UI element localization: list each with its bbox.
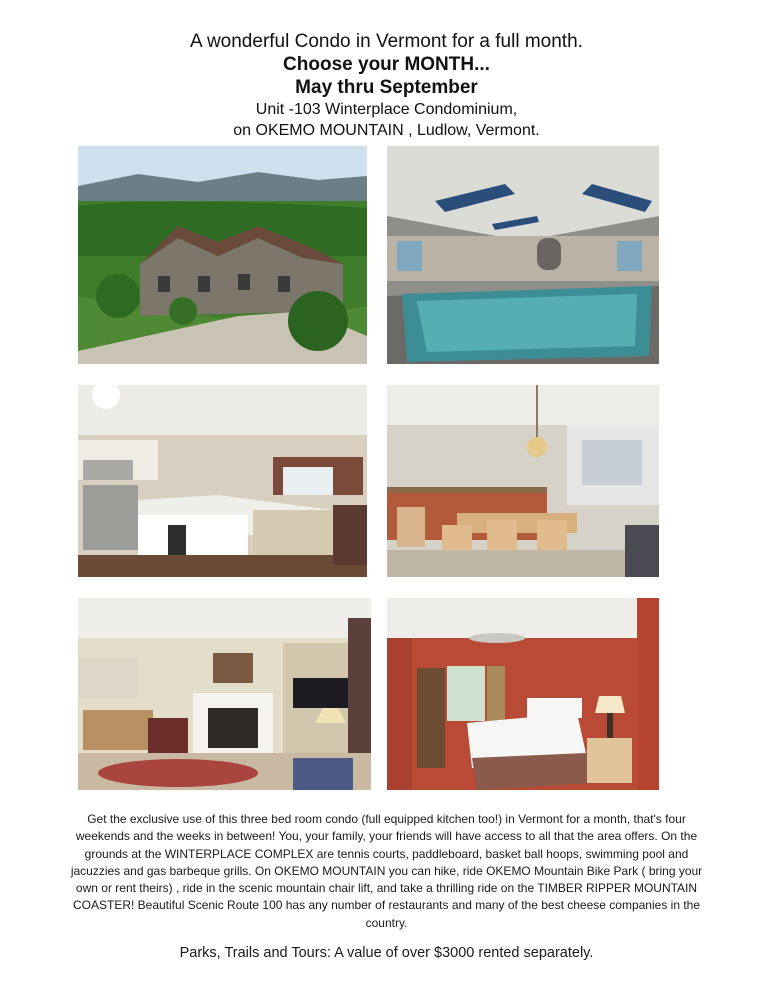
photo-kitchen: [78, 385, 367, 577]
photo-living-room: [78, 598, 371, 790]
value-statement: Parks, Trails and Tours: A value of over $3000 rented separately.: [179, 945, 594, 961]
photo-dining-area: [387, 385, 659, 577]
flyer-header: [0, 30, 773, 141]
description-paragraph: Get the exclusive use of this three bed room condo (full equipped kitchen too!) in Vermont for a month, that's four weekends and the weeks in between! You, your family, your friends will have access to all that the area offers. On the grounds at the WINTERPLACE COMPLEX are tennis courts, paddleboard, basket ball hoops, swimming pool and jacuzzies and gas barbeque grills. On OKEMO MOUNTAIN you can hike, ride OKEMO Mountain Bike Park ( bring your own or rent theirs) , ride in the scenic mountain chair lift, and take a thrilling ride on the TIMBER RIPPER MOUNTAIN COASTER! Beautiful Scenic Route 100 has any number of restaurants and many of the best cheese companies in the country.: [70, 812, 703, 930]
months-heading: May thru September: [295, 77, 478, 98]
photo-bedroom: [387, 598, 659, 790]
photo-aerial-condo: [78, 146, 367, 364]
unit-address: Unit -103 Winterplace Condominium,: [255, 101, 518, 118]
headline: A wonderful Condo in Vermont for a full month.: [190, 31, 583, 52]
photo-indoor-pool: [387, 146, 659, 364]
location-address: on OKEMO MOUNTAIN , Ludlow, Vermont.: [233, 122, 540, 139]
choose-month-heading: Choose your MONTH...: [283, 54, 490, 75]
